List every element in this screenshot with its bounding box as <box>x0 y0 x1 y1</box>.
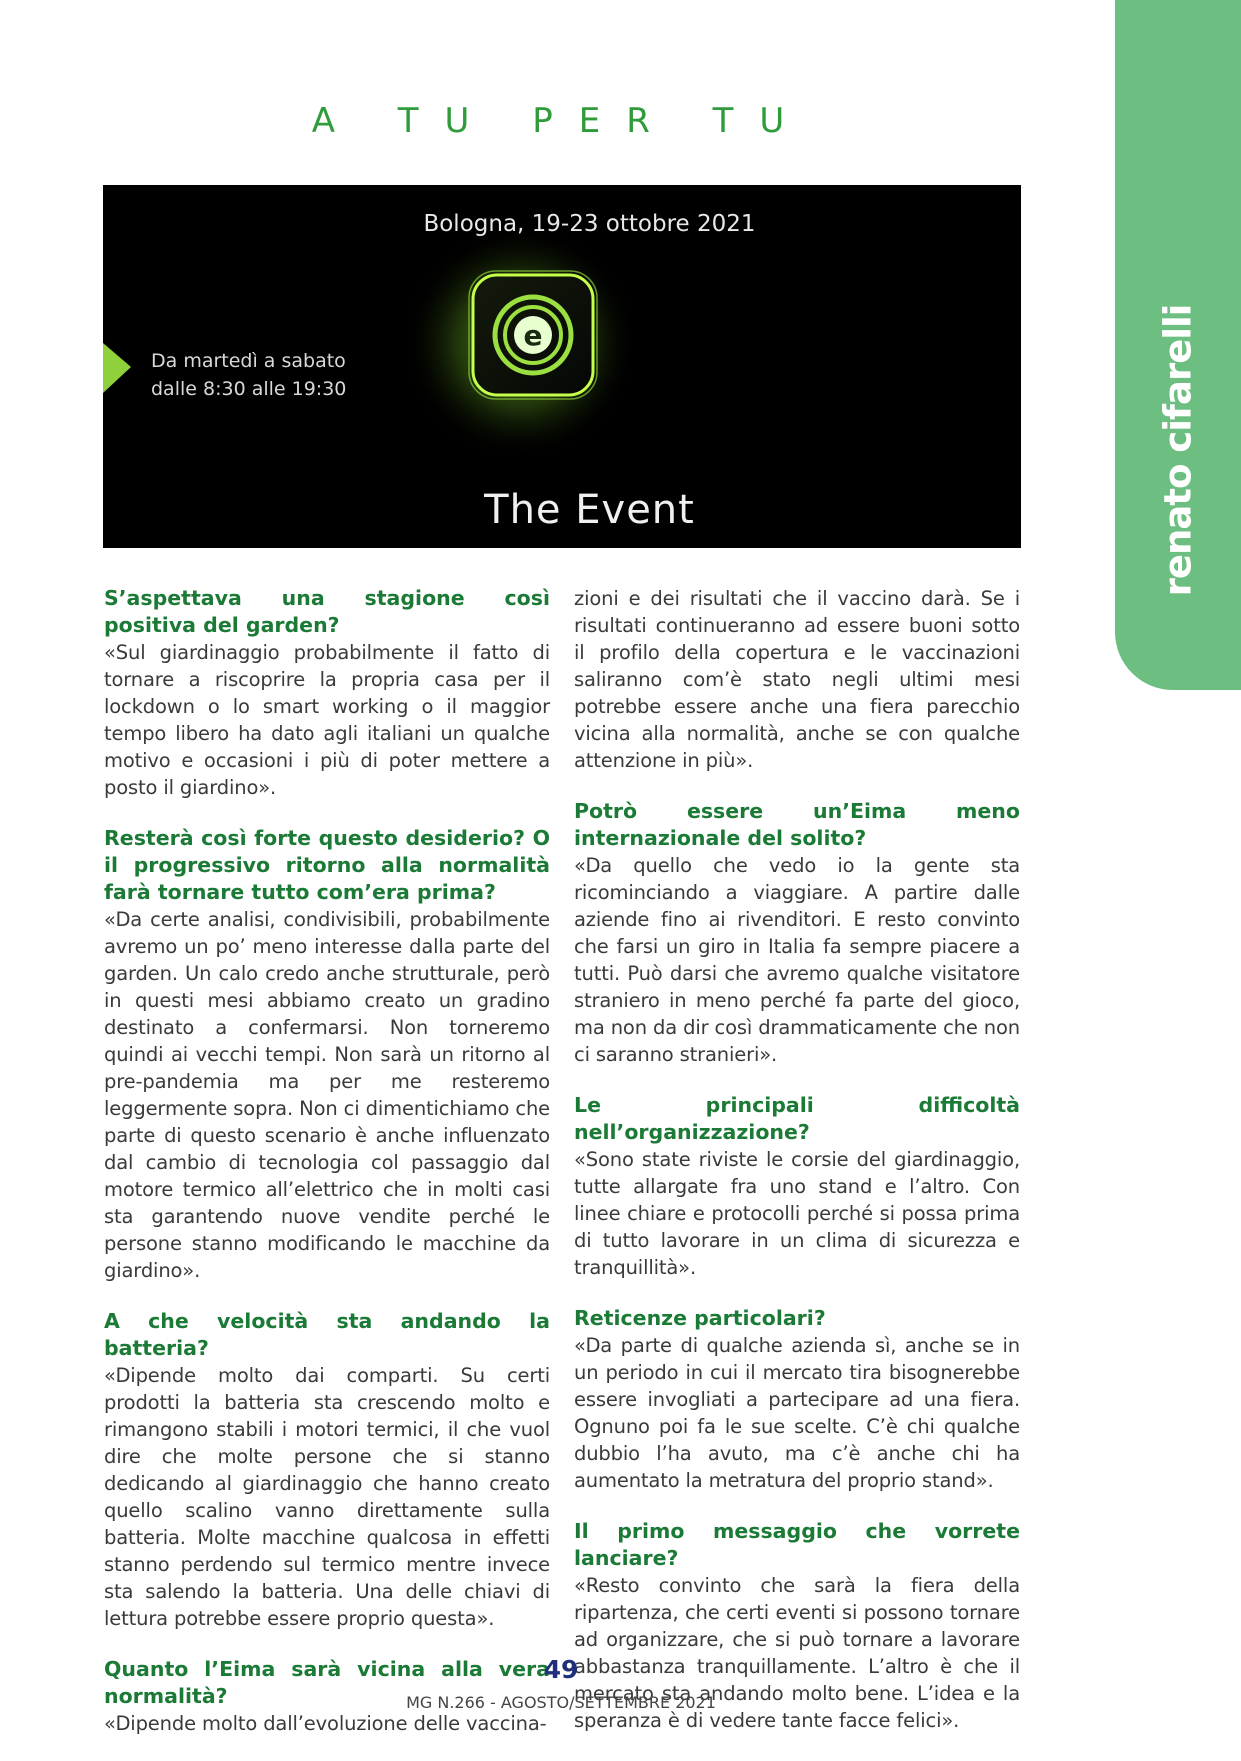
right-column <box>574 585 1020 1758</box>
answer-continuation: zioni e dei risultati che il vaccino darà. Se i risultati continueranno ad essere buoni sotto il profilo della copertura e le vaccinazioni saliranno com’è stato negli ultimi mesi potrebbe essere anche una fiera parecchio vicina alla normalità, anche se con qualche attenzione in più». <box>574 587 1020 772</box>
answer: «Sono state riviste le corsie del giardinaggio, tutte allargate fra uno stand e l’altro. Con linee chiare e protocolli perché si possa prima di tutto lavorare in un clima di sicurezza e tranquillità». <box>574 1148 1020 1279</box>
banner-arrow-icon <box>103 343 131 393</box>
answer: «Dipende molto dall’evoluzione delle vaccina- <box>104 1712 547 1735</box>
eima-e-logo-icon <box>469 271 597 399</box>
question: Potrò essere un’Eima meno internazionale del solito? <box>574 799 1020 850</box>
banner-event-title: The Event <box>484 487 695 533</box>
answer: «Resto convinto che sarà la fiera della ripartenza, che certi eventi si possono tornare ad organizzare, che si può tornare a lavorare abbastanza tranquillamente. L’altro è che il mercato sta andando molto bene. L’idea e la speranza è di vedere tante facce felici». <box>574 1574 1020 1732</box>
footer-issue: MG N.266 - AGOSTO/SETTEMBRE 2021 <box>406 1693 716 1712</box>
side-tab-label-wrap <box>1098 305 1241 595</box>
answer: «Da certe analisi, condivisibili, probabilmente avremo un po’ meno interesse dalla parte del garden. Un calo credo anche strutturale, però in questi mesi abbiamo creato un gradino destinato a confermarsi. Non torneremo quindi ai vecchi tempi. Non sarà un ritorno al pre-pandemia ma per me resteremo leggermente sopra. Non ci dimentichiamo che parte di questo scenario è anche influenzato dal cambio di tecnologia col passaggio dal motore termico all’elettrico che in molti casi sta garantendo nuove vendite perché le persone stanno modificando le macchine da giardino». <box>104 908 550 1282</box>
answer: «Sul giardinaggio probabilmente il fatto di tornare a riscoprire la propria casa per il lockdown o lo smart working o il maggior tempo libero ha dato agli italiani un qualche motivo e occasioni i più di poter mettere a posto il giardino». <box>104 641 550 799</box>
left-column <box>104 585 550 1761</box>
banner-hours <box>151 347 346 403</box>
banner-date: Bologna, 19-23 ottobre 2021 <box>423 211 756 237</box>
answer: «Da parte di qualche azienda sì, anche se in un periodo in cui il mercato tira bisognerebbe essere invogliati a partecipare ad una fiera. Ognuno poi fa le sue scelte. C’è chi qualche dubbio l’ha avuto, ma c’è anche chi ha aumentato la metratura del proprio stand». <box>574 1334 1020 1492</box>
banner-hours-line1: Da martedì a sabato <box>151 350 346 372</box>
question: S’aspettava una stagione così positiva del garden? <box>104 586 550 637</box>
question: Le principali difficoltà nell’organizzazione? <box>574 1093 1020 1144</box>
question: Il primo messaggio che vorrete lanciare? <box>574 1519 1020 1570</box>
question: Quanto l’Eima sarà vicina alla vera normalità? <box>104 1657 550 1708</box>
side-tab-label: renato cifarelli <box>1156 304 1200 596</box>
question: A che velocità sta andando la batteria? <box>104 1309 550 1360</box>
question: Reticenze particolari? <box>574 1306 826 1330</box>
question: Resterà così forte questo desiderio? O il progressivo ritorno alla normalità farà tornare tutto com’era prima? <box>104 826 550 904</box>
section-title: A TU PER TU <box>311 100 811 141</box>
page-number: 49 <box>543 1655 579 1684</box>
answer: «Da quello che vedo io la gente sta ricominciando a viaggiare. A partire dalle aziende fino ai rivenditori. E resto convinto che farsi un giro in Italia fa sempre piacere a tutti. Può darsi che avremo qualche visitatore straniero in meno perché fa parte del gioco, ma non da dir così drammaticamente che non ci saranno stranieri». <box>574 854 1020 1066</box>
answer: «Dipende molto dai comparti. Su certi prodotti la batteria sta crescendo molto e rimangono stabili i motori termici, il che vuol dire che molte persone che si stanno dedicando al giardinaggio che hanno creato quello scalino vanno direttamente sulla batteria. Molte macchine qualcosa in effetti stanno perdendo sul termico mentre invece sta salendo la batteria. Una delle chiavi di lettura potrebbe essere proprio questa». <box>104 1364 550 1630</box>
svg-text:e: e <box>523 319 543 352</box>
event-banner <box>103 185 1021 548</box>
banner-hours-line2: dalle 8:30 alle 19:30 <box>151 378 347 400</box>
